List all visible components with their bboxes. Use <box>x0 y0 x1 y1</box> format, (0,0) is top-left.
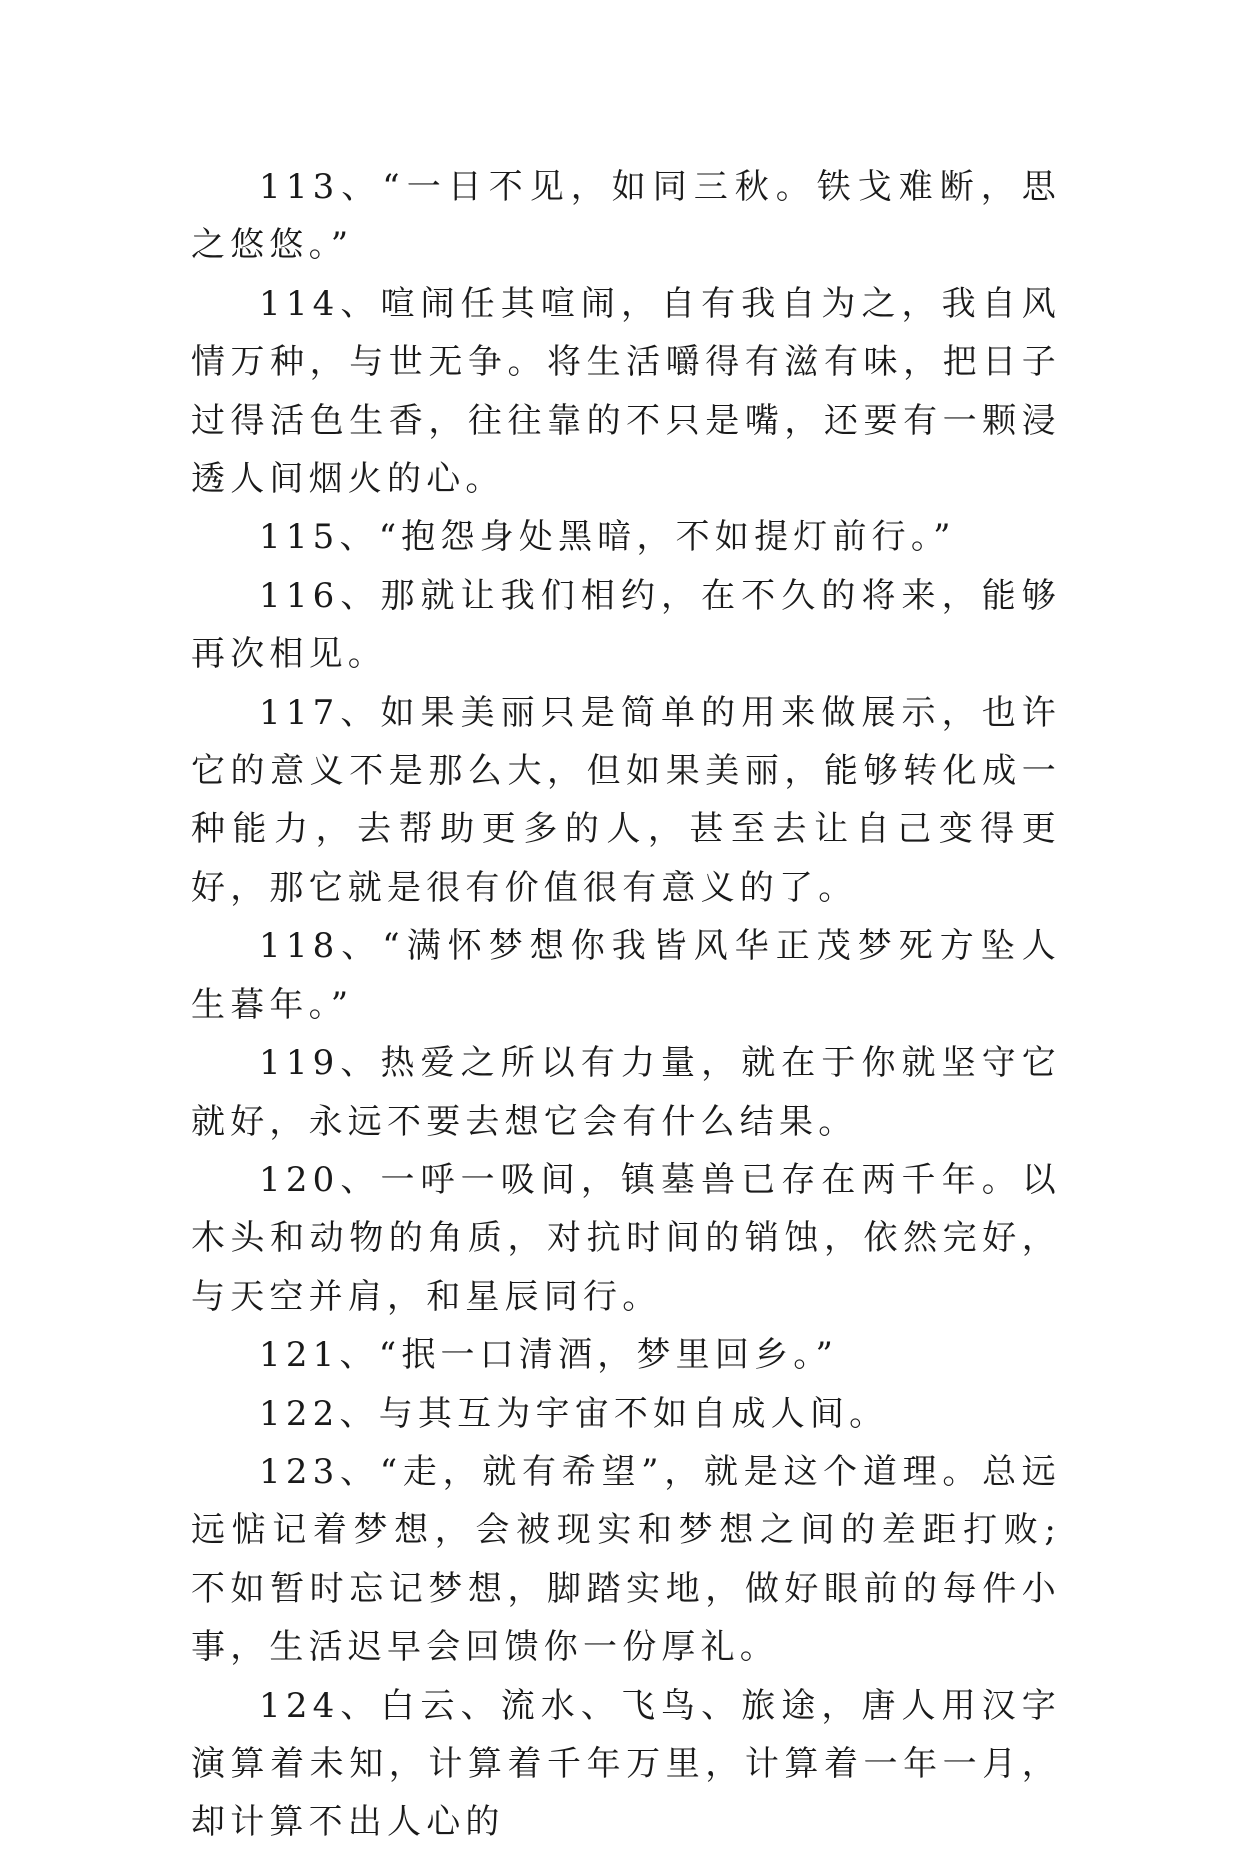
paragraph-122: 122、与其互为宇宙不如自成人间。 <box>259 1393 889 1434</box>
paragraph-124: 124、白云、流水、飞鸟、旅途，唐人用汉字演算着未知，计算着千年万里，计算着一年一月，却计算不出人心的 <box>191 1685 1061 1843</box>
paragraph-117: 117、如果美丽只是简单的用来做展示，也许它的意义不是那么大，但如果美丽，能够转化成一种能力，去帮助更多的人，甚至去让自己变得更好，那它就是很有价值很有意义的了。 <box>191 692 1061 908</box>
paragraph-114: 114、喧闹任其喧闹，自有我自为之，我自风情万种，与世无争。将生活嚼得有滋有味，把日子过得活色生香，往往靠的不只是嘴，还要有一颗浸透人间烟火的心。 <box>191 283 1061 500</box>
paragraph-113: 113、“一日不见，如同三秋。铁戈难断，思之悠悠。” <box>191 167 1061 266</box>
document-body <box>191 158 1061 1852</box>
paragraph-115: 115、“抱怨身处黑暗，不如提灯前行。” <box>259 517 956 558</box>
paragraph-116: 116、那就让我们相约，在不久的将来，能够再次相见。 <box>191 575 1061 675</box>
paragraph-123: 123、“走，就有希望”，就是这个道理。总远远惦记着梦想，会被现实和梦想之间的差距打败;不如暂时忘记梦想，脚踏实地，做好眼前的每件小事，生活迟早会回馈你一份厚礼。 <box>191 1451 1061 1668</box>
paragraph-121: 121、“抿一口清酒，梦里回乡。” <box>259 1335 839 1376</box>
paragraph-120: 120、一呼一吸间，镇墓兽已存在两千年。以木头和动物的角质，对抗时间的销蚀，依然完好，与天空并肩，和星辰同行。 <box>191 1159 1061 1317</box>
paragraph-118: 118、“满怀梦想你我皆风华正茂梦死方坠人生暮年。” <box>191 926 1061 1025</box>
paragraph-119: 119、热爱之所以有力量，就在于你就坚守它就好，永远不要去想它会有什么结果。 <box>191 1043 1061 1142</box>
